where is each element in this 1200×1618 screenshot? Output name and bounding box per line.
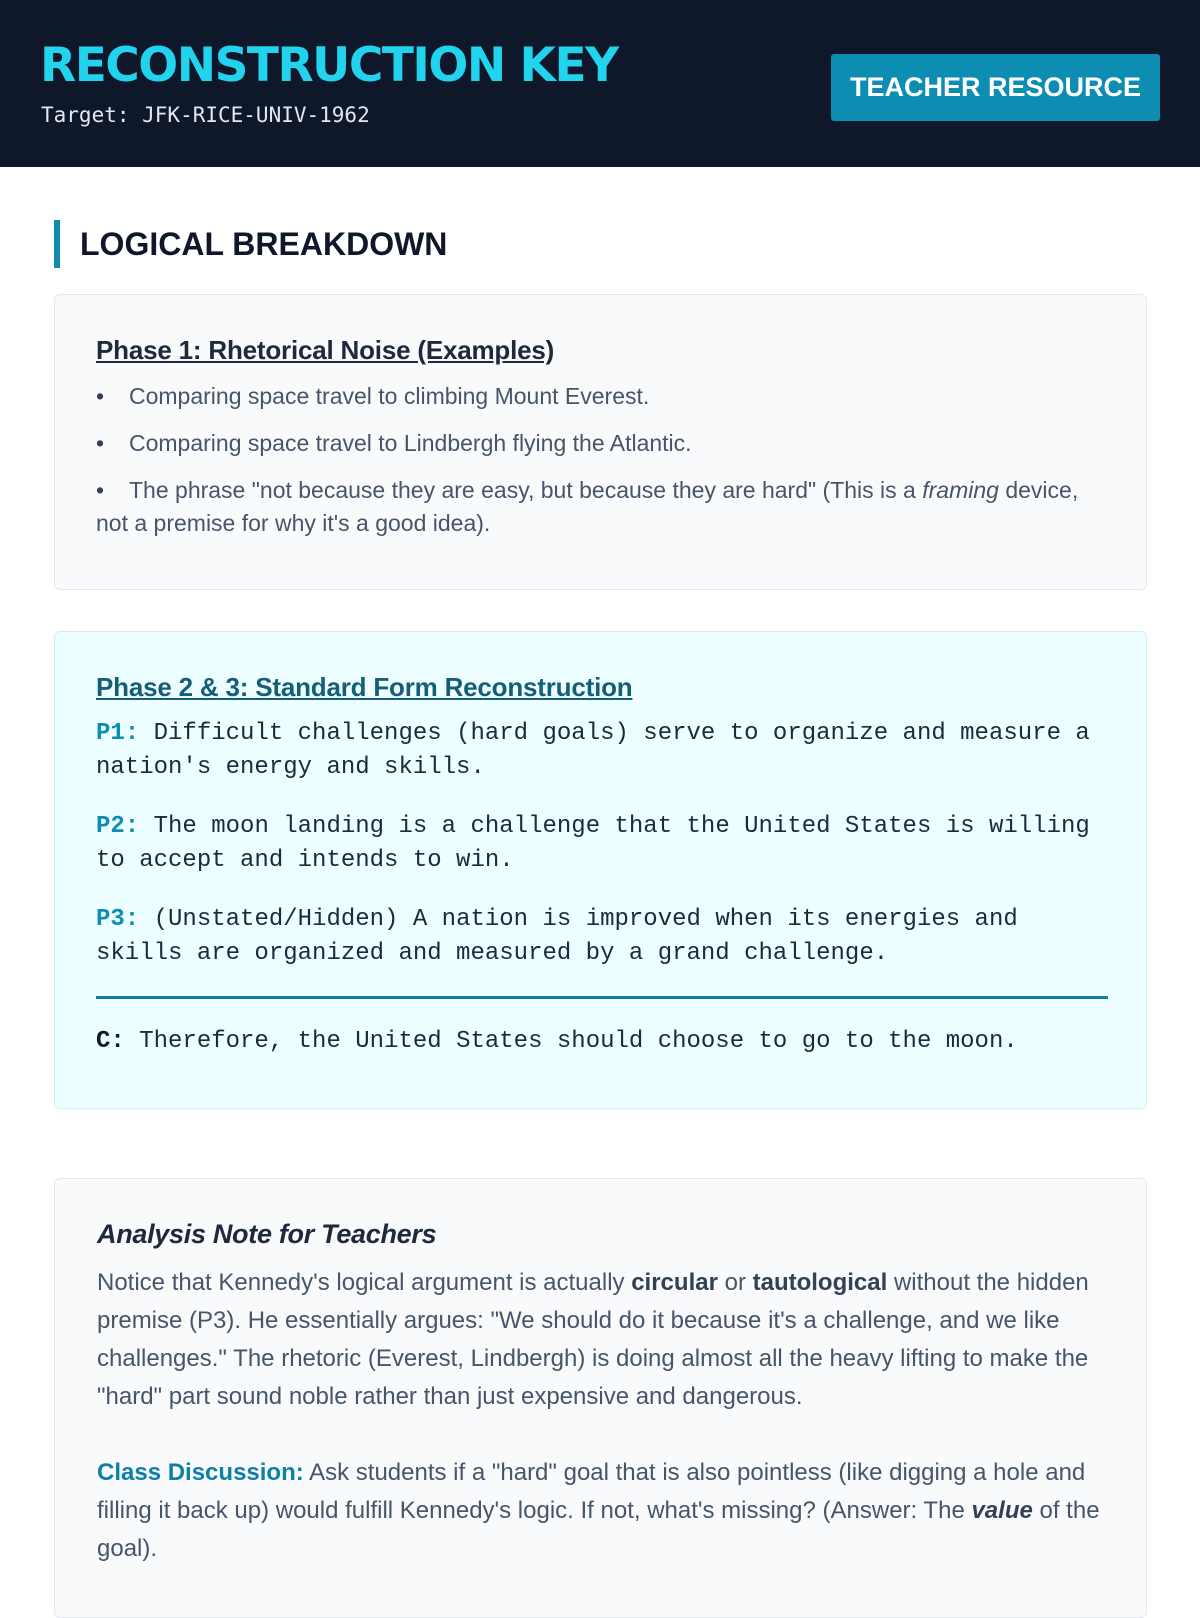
bullet-icon: • [96, 383, 105, 409]
premise-3 [96, 903, 1106, 971]
discussion-label: Class Discussion: [97, 1459, 304, 1486]
teacher-resource-button[interactable]: TEACHER RESOURCE [831, 54, 1160, 121]
analysis-paragraph [97, 1264, 1106, 1416]
discussion-text: Ask students if a "hard" goal that is also pointless (like digging a hole and filling it back up) would fulfill Kennedy's logic. If not, what's missing? (Answer: The [97, 1459, 1086, 1524]
conclusion-text: Therefore, the United States should choose to go to the moon. [124, 1028, 1018, 1055]
list-item-text: Comparing space travel to Lindbergh flying the Atlantic. [129, 430, 692, 456]
premise-1 [96, 717, 1106, 785]
premise-tag: P3: [96, 906, 140, 933]
page-title: RECONSTRUCTION KEY [40, 38, 618, 93]
analysis-card [54, 1178, 1147, 1618]
premise-2 [96, 810, 1106, 878]
conclusion [96, 1025, 1106, 1059]
list-item-text: Comparing space travel to climbing Mount Everest. [129, 383, 650, 409]
bullet-icon: • [96, 477, 105, 503]
analysis-title: Analysis Note for Teachers [97, 1219, 437, 1249]
noise-list [96, 380, 1106, 540]
premise-text: (Unstated/Hidden) A nation is improved when its energies and skills are organized and measured by a grand challenge. [96, 906, 1018, 967]
premise-text: The moon landing is a challenge that the United States is willing to accept and intends to win. [96, 813, 1090, 874]
phase1-heading: Phase 1: Rhetorical Noise (Examples) [96, 335, 555, 365]
bullet-icon: • [96, 430, 105, 456]
conclusion-tag: C: [96, 1028, 125, 1055]
emphasis-value: value [971, 1497, 1033, 1524]
premise-tag: P2: [96, 813, 140, 840]
page-header [0, 0, 1200, 167]
premise-tag: P1: [96, 720, 140, 747]
analysis-text: without the hidden premise (P3). He essentially argues: "We should do it because it's a challenge, and we like challenges." The rhetoric (Everest, Lindbergh) is doing almost all the heavy lifting to make the "hard" part sound noble rather than just expensive and dangerous. [97, 1269, 1089, 1410]
analysis-text: Notice that Kennedy's logical argument is actually [97, 1269, 632, 1296]
discussion-paragraph [97, 1454, 1106, 1568]
list-item-text: device, not a premise for why it's a good idea). [96, 477, 1079, 536]
phase2-card [54, 631, 1147, 1109]
list-item [96, 380, 1106, 413]
list-item [96, 427, 1106, 460]
target-id: Target: JFK-RICE-UNIV-1962 [41, 103, 370, 127]
discussion-text: of the goal). [97, 1497, 1100, 1562]
emphasis-circular: circular [631, 1269, 718, 1296]
section-heading: LOGICAL BREAKDOWN [54, 220, 447, 268]
analysis-text: or [717, 1269, 753, 1296]
list-item [96, 474, 1106, 540]
list-item-text: The phrase "not because they are easy, but because they are hard" (This is a [129, 477, 923, 503]
premise-text: Difficult challenges (hard goals) serve to organize and measure a nation's energy and skills. [96, 720, 1090, 781]
phase1-card [54, 294, 1147, 590]
conclusion-divider [96, 996, 1108, 999]
emphasis-tautological: tautological [752, 1269, 888, 1296]
phase2-heading: Phase 2 & 3: Standard Form Reconstruction [96, 672, 633, 702]
emphasis-framing: framing [922, 477, 999, 503]
